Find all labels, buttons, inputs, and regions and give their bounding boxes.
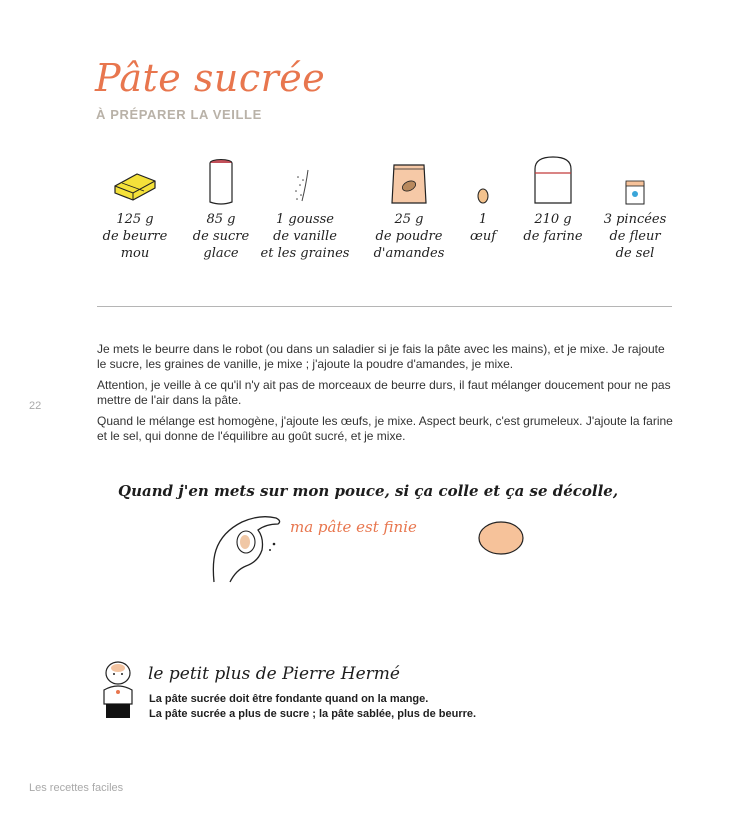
ingredient-line: 210 g bbox=[534, 212, 572, 227]
ingredient-line: de fleur bbox=[609, 229, 661, 244]
sugar-jar-icon bbox=[196, 155, 246, 207]
page-number: 22 bbox=[29, 400, 42, 412]
flour-jar-icon bbox=[528, 155, 578, 207]
ingredient-line: mou bbox=[120, 246, 150, 261]
tip-line: La pâte sucrée doit être fondante quand on la mange. bbox=[149, 693, 429, 705]
ingredient-line: de poudre bbox=[375, 229, 443, 244]
vanilla-icon bbox=[280, 155, 330, 207]
ingredient-butter bbox=[90, 155, 180, 262]
ingredient-sugar bbox=[176, 155, 266, 262]
salt-jar-icon bbox=[610, 155, 660, 207]
paragraph: Attention, je veille à ce qu'il n'y ait pas de morceaux de beurre durs, il faut mélanger doucement pour ne pas mettre de l'air dans la pâte. bbox=[97, 378, 671, 407]
ingredient-line: 25 g bbox=[394, 212, 424, 227]
ingredient-line: 1 bbox=[478, 212, 488, 227]
paragraph: Quand le mélange est homogène, j'ajoute les œufs, je mixe. Aspect beurk, c'est grumeleux. J'ajoute la farine et le sel, qui donne de l'équilibre au goût sucré, et je mixe. bbox=[97, 414, 673, 443]
ingredient-line: 85 g bbox=[206, 212, 236, 227]
chef-icon bbox=[98, 660, 138, 720]
dough-ball-icon bbox=[477, 519, 527, 557]
ingredient-line: 125 g bbox=[116, 212, 154, 227]
ingredient-line: de farine bbox=[523, 229, 583, 244]
ingredient-line: d'amandes bbox=[373, 246, 445, 261]
handwritten-tip-line2: ma pâte est finie bbox=[290, 518, 417, 536]
tip-title: le petit plus de Pierre Hermé bbox=[148, 664, 400, 684]
ingredient-line: 3 pincées bbox=[603, 212, 667, 227]
tip-line: La pâte sucrée a plus de sucre ; la pâte sablée, plus de beurre. bbox=[149, 708, 477, 720]
egg-icon bbox=[458, 155, 508, 207]
thumb-icon bbox=[208, 512, 286, 584]
almond-bag-icon bbox=[384, 155, 434, 207]
ingredient-line: de beurre bbox=[102, 229, 168, 244]
butter-icon bbox=[110, 155, 160, 207]
handwritten-tip-line1: Quand j'en mets sur mon pouce, si ça colle et ça se décolle, bbox=[118, 482, 619, 500]
ingredient-line: de sucre bbox=[192, 229, 250, 244]
ingredient-line: de vanille bbox=[273, 229, 337, 244]
ingredient-flour bbox=[508, 155, 598, 245]
page-subtitle: À PRÉPARER LA VEILLE bbox=[96, 107, 262, 122]
paragraph: Je mets le beurre dans le robot (ou dans un saladier si je fais la pâte avec les mains), et je mixe. Je rajoute le sucre, les graines de vanille, je mixe ; j'ajoute la poudre d'amandes, je mixe. bbox=[97, 342, 665, 371]
recipe-text bbox=[97, 342, 677, 450]
page-footer: Les recettes faciles bbox=[29, 782, 124, 794]
ingredient-line: de sel bbox=[615, 246, 655, 261]
ingredient-line: œuf bbox=[469, 229, 497, 244]
page-title: Pâte sucrée bbox=[95, 56, 326, 100]
ingredient-salt bbox=[590, 155, 680, 262]
section-divider bbox=[97, 306, 672, 307]
ingredient-vanilla bbox=[260, 155, 350, 262]
ingredients-row bbox=[90, 155, 690, 275]
ingredient-line: 1 gousse bbox=[276, 212, 334, 227]
ingredient-line: et les graines bbox=[260, 246, 350, 261]
ingredient-line: glace bbox=[203, 246, 239, 261]
